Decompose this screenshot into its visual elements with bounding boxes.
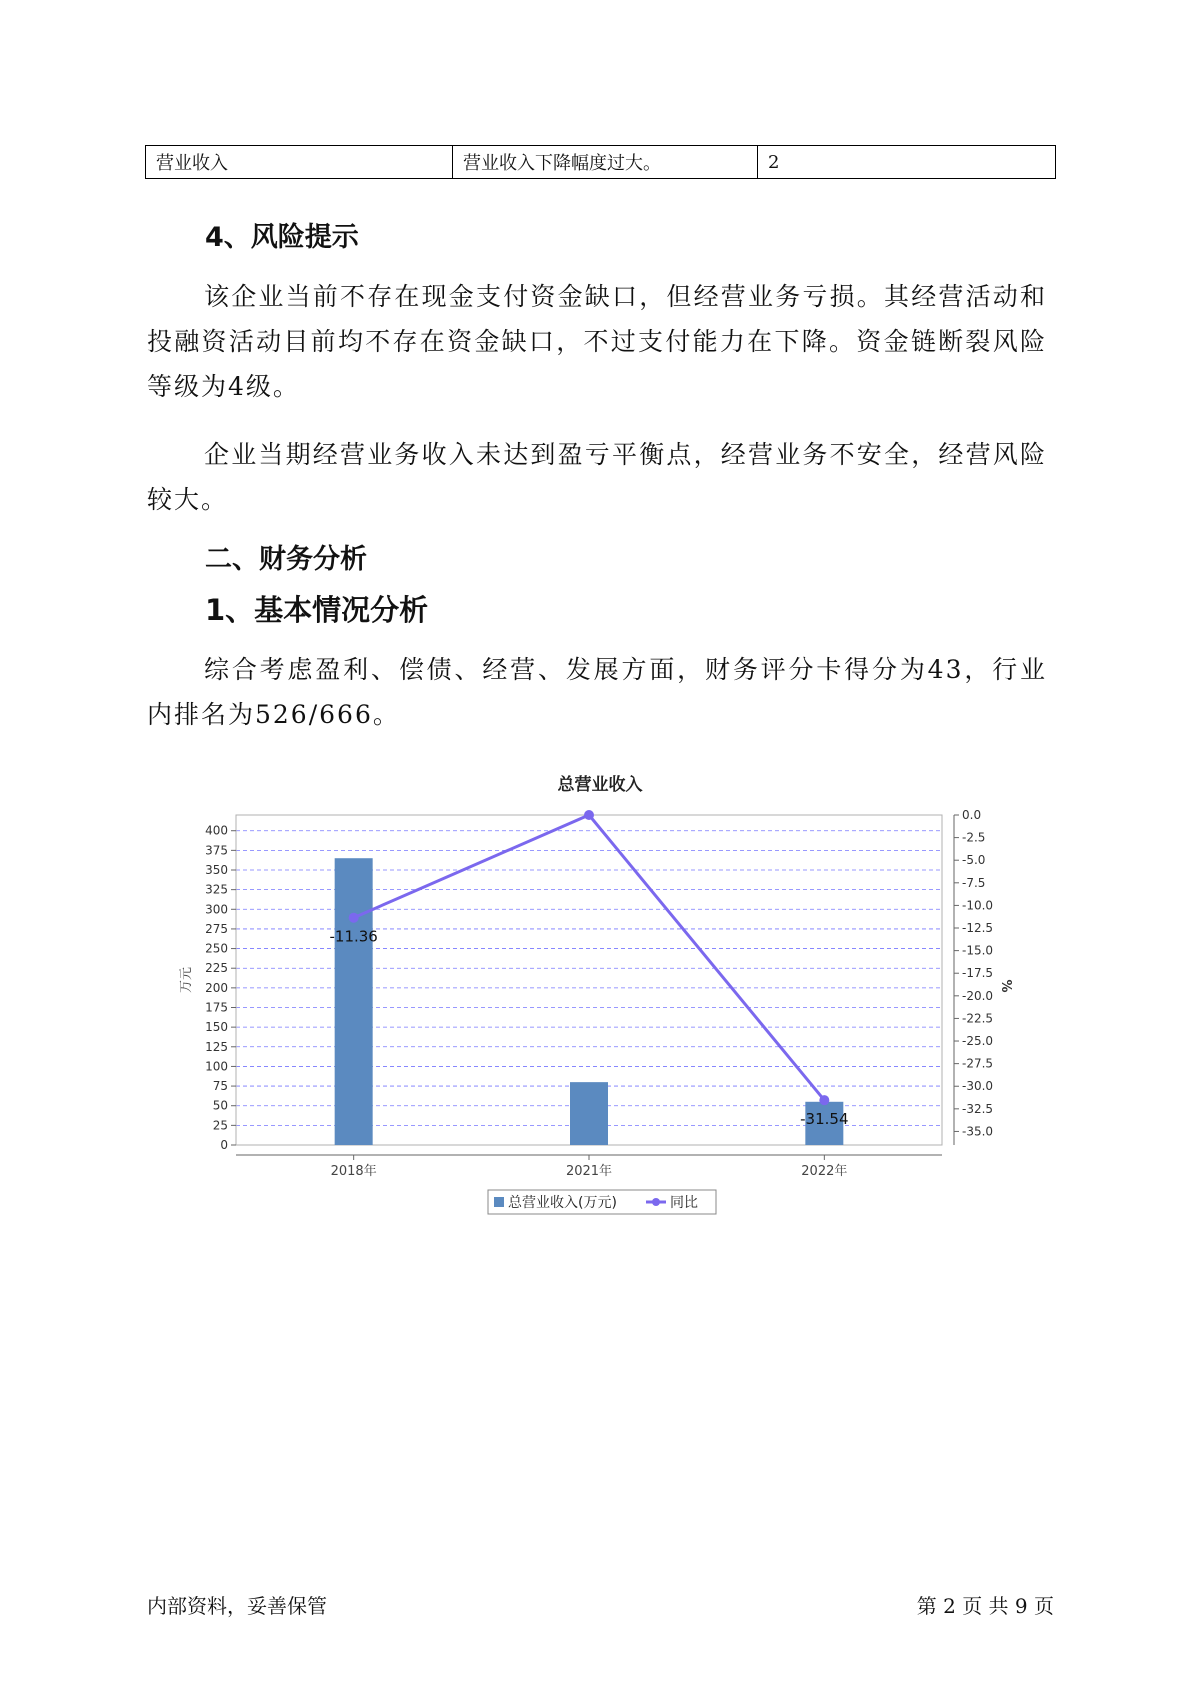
yoy-point — [819, 1095, 829, 1105]
footer-confidential: 内部资料，妥善保管 — [147, 1594, 327, 1618]
right-tick-label: -7.5 — [962, 875, 986, 890]
right-tick-label: -35.0 — [962, 1124, 994, 1139]
legend-label-yoy: 同比 — [670, 1195, 698, 1211]
chart-legend — [488, 1190, 716, 1214]
subsection-heading-basic: 1、基本情况分析 — [205, 593, 429, 627]
legend-swatch-bar — [494, 1197, 504, 1207]
left-tick-label: 150 — [205, 1020, 228, 1035]
left-tick-label: 200 — [205, 980, 228, 995]
y2-axis-label: % — [998, 979, 1013, 993]
x-tick-label: 2018年 — [330, 1164, 377, 1179]
right-tick-label: -22.5 — [962, 1011, 994, 1026]
right-tick-label: -27.5 — [962, 1056, 994, 1071]
right-tick-label: -15.0 — [962, 943, 994, 958]
left-tick-label: 400 — [205, 823, 228, 838]
left-axis — [205, 824, 236, 1152]
bar-2021年 — [570, 1082, 608, 1145]
yoy-point — [584, 810, 594, 820]
left-tick-label: 275 — [205, 921, 228, 936]
table-cell-indicator: 营业收入 — [146, 146, 453, 179]
right-tick-label: -17.5 — [962, 966, 994, 981]
paragraph-basic: 综合考虑盈利、偿债、经营、发展方面，财务评分卡得分为43，行业内排名为526/666。 — [147, 655, 1047, 729]
footer-page-number: 第 2 页 共 9 页 — [916, 1594, 1054, 1618]
left-tick-label: 325 — [205, 882, 228, 897]
chart-title: 总营业收入 — [557, 775, 643, 795]
section-heading-risk: 4、风险提示 — [205, 222, 359, 253]
left-tick-label: 25 — [212, 1118, 228, 1133]
table-cell-level: 2 — [758, 146, 1056, 179]
y-axis-label: 万元 — [179, 966, 194, 994]
yoy-point — [349, 913, 359, 923]
left-tick-label: 0 — [220, 1138, 228, 1152]
revenue-chart — [170, 760, 1013, 1234]
right-tick-label: -20.0 — [962, 988, 994, 1003]
paragraph-risk-1: 该企业当前不存在现金支付资金缺口，但经营业务亏损。其经营活动和投融资活动目前均不存在资金缺口，不过支付能力在下降。资金链断裂风险等级为4级。 — [147, 282, 1047, 401]
left-tick-label: 125 — [205, 1039, 228, 1054]
bars-layer — [335, 858, 844, 1145]
x-tick-label: 2021年 — [565, 1164, 613, 1179]
left-tick-label: 250 — [205, 941, 228, 956]
table-row — [146, 146, 1056, 179]
line-layer — [329, 810, 848, 1128]
x-tick-label: 2022年 — [801, 1164, 848, 1179]
left-tick-label: 100 — [205, 1059, 228, 1074]
paragraph-risk-2: 企业当期经营业务收入未达到盈亏平衡点，经营业务不安全，经营风险较大。 — [147, 440, 1047, 514]
right-tick-label: -25.0 — [962, 1034, 994, 1049]
right-tick-label: 0.0 — [962, 808, 982, 822]
chart-svg — [170, 760, 1013, 1230]
left-tick-label: 175 — [205, 1000, 228, 1015]
left-tick-label: 375 — [205, 843, 228, 858]
left-tick-label: 75 — [212, 1079, 228, 1094]
left-tick-label: 350 — [205, 863, 228, 877]
legend-label-revenue: 总营业收入(万元) — [508, 1195, 617, 1211]
right-tick-label: -12.5 — [962, 921, 994, 936]
legend-marker — [652, 1198, 660, 1206]
left-tick-label: 225 — [205, 961, 228, 976]
section-heading-finance: 二、财务分析 — [205, 544, 367, 575]
x-axis — [236, 1155, 942, 1179]
left-tick-label: 50 — [212, 1098, 228, 1113]
right-tick-label: -2.5 — [962, 830, 986, 845]
right-tick-label: -10.0 — [962, 898, 994, 913]
left-tick-label: 300 — [205, 902, 228, 917]
risk-table — [145, 145, 1056, 179]
yoy-data-label: -31.54 — [800, 1110, 849, 1129]
right-tick-label: -30.0 — [962, 1079, 994, 1094]
right-tick-label: -5.0 — [962, 853, 986, 868]
yoy-data-label: -11.36 — [329, 927, 378, 946]
right-tick-label: -32.5 — [962, 1101, 994, 1116]
table-cell-description: 营业收入下降幅度过大。 — [453, 146, 758, 179]
bar-2018年 — [335, 858, 373, 1145]
yoy-line — [354, 815, 825, 1100]
right-axis — [954, 808, 993, 1145]
